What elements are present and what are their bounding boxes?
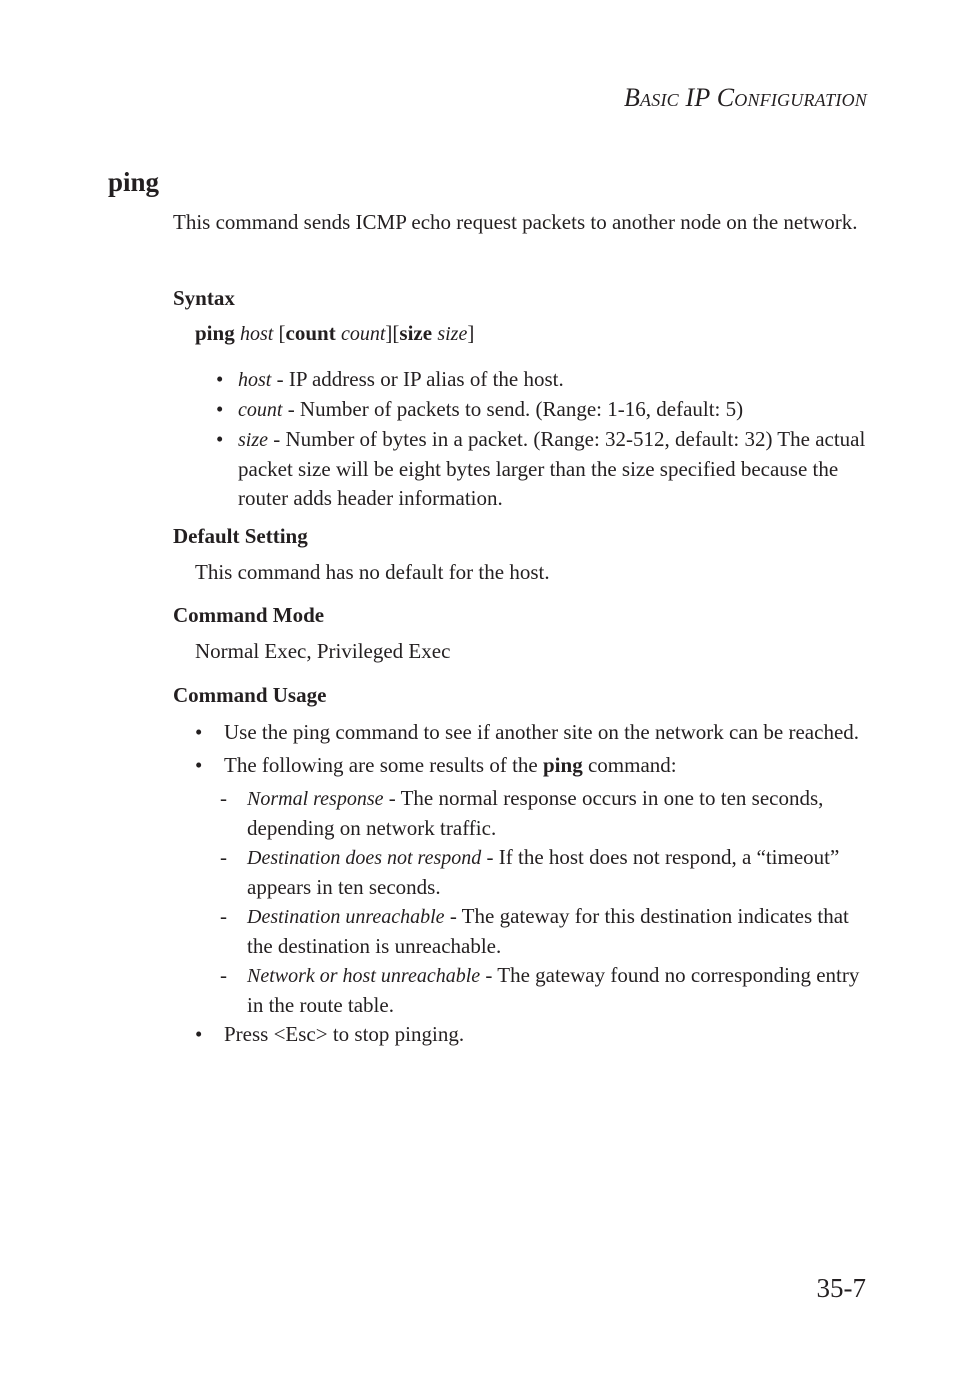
result-name: Network or host unreachable <box>247 965 481 987</box>
result-item <box>220 784 875 843</box>
param-desc: - Number of packets to send. (Range: 1-16, default: 5) <box>282 397 744 421</box>
list-item: • Press <Esc> to stop pinging. <box>195 1020 875 1049</box>
result-desc: - The normal response occurs in one to ten seconds, depending on network traffic. <box>247 786 824 840</box>
command-mode-text: Normal Exec, Privileged Exec <box>195 639 451 663</box>
syntax-cmd: ping <box>195 321 235 345</box>
result-name: Destination unreachable <box>247 906 445 928</box>
running-header <box>624 83 867 113</box>
result-desc: - The gateway for this destination indicates that the destination is unreachable. <box>247 904 849 958</box>
syntax-heading: Syntax <box>173 286 235 310</box>
result-list <box>220 784 875 1020</box>
syntax-count-arg: count <box>340 323 386 345</box>
page-title: ping <box>108 167 160 197</box>
list-item <box>195 751 875 1020</box>
syntax-open: [ <box>278 321 286 345</box>
param-desc: - Number of bytes in a packet. (Range: 32-512, default: 32) The actual packet size will be eight bytes larger than the size specified because the router adds header information. <box>238 427 866 510</box>
page-number: 35-7 <box>816 1273 866 1303</box>
result-name: Destination does not respond <box>247 847 482 869</box>
intro-paragraph: This command sends ICMP echo request packets to another node on the network. <box>173 210 858 234</box>
header-onfiguration: ONFIGURATION <box>734 90 867 110</box>
syntax-size-keyword: size <box>399 321 433 345</box>
syntax-count-keyword: count <box>285 321 336 345</box>
usage-item-text: command: <box>582 753 677 777</box>
syntax-close: ] <box>467 321 475 345</box>
param-name: host <box>238 369 272 391</box>
usage-item-text: The following are some results of the <box>224 753 543 777</box>
result-desc: - If the host does not respond, a “timeout” appears in ten seconds. <box>247 845 840 899</box>
syntax-size-arg: size <box>437 323 468 345</box>
header-b: B <box>623 83 641 112</box>
list-item <box>216 425 876 513</box>
syntax-mid: ][ <box>385 321 400 345</box>
command-usage-heading: Command Usage <box>173 683 327 707</box>
usage-list <box>195 718 875 1049</box>
result-item <box>220 843 875 902</box>
param-name: size <box>238 429 268 451</box>
usage-item-bold: ping <box>543 753 583 777</box>
param-name: count <box>238 399 283 421</box>
result-name: Normal response <box>247 788 384 810</box>
result-item <box>220 902 875 961</box>
command-mode-heading: Command Mode <box>173 603 325 627</box>
default-setting-heading: Default Setting <box>173 524 308 548</box>
syntax-line <box>195 321 474 346</box>
list-item: • Use the ping command to see if another site on the network can be reached. <box>195 718 875 747</box>
list-item <box>216 365 876 395</box>
parameter-list <box>216 365 876 513</box>
param-desc: - IP address or IP alias of the host. <box>271 367 564 391</box>
header-asic: ASIC <box>640 90 679 110</box>
header-ip: IP <box>678 83 717 112</box>
result-item <box>220 961 875 1020</box>
default-setting-text: This command has no default for the host. <box>195 560 550 584</box>
syntax-host: host <box>239 323 274 345</box>
header-c: C <box>716 83 735 112</box>
result-desc: - The gateway found no corresponding entry in the route table. <box>247 963 860 1017</box>
list-item <box>216 395 876 425</box>
